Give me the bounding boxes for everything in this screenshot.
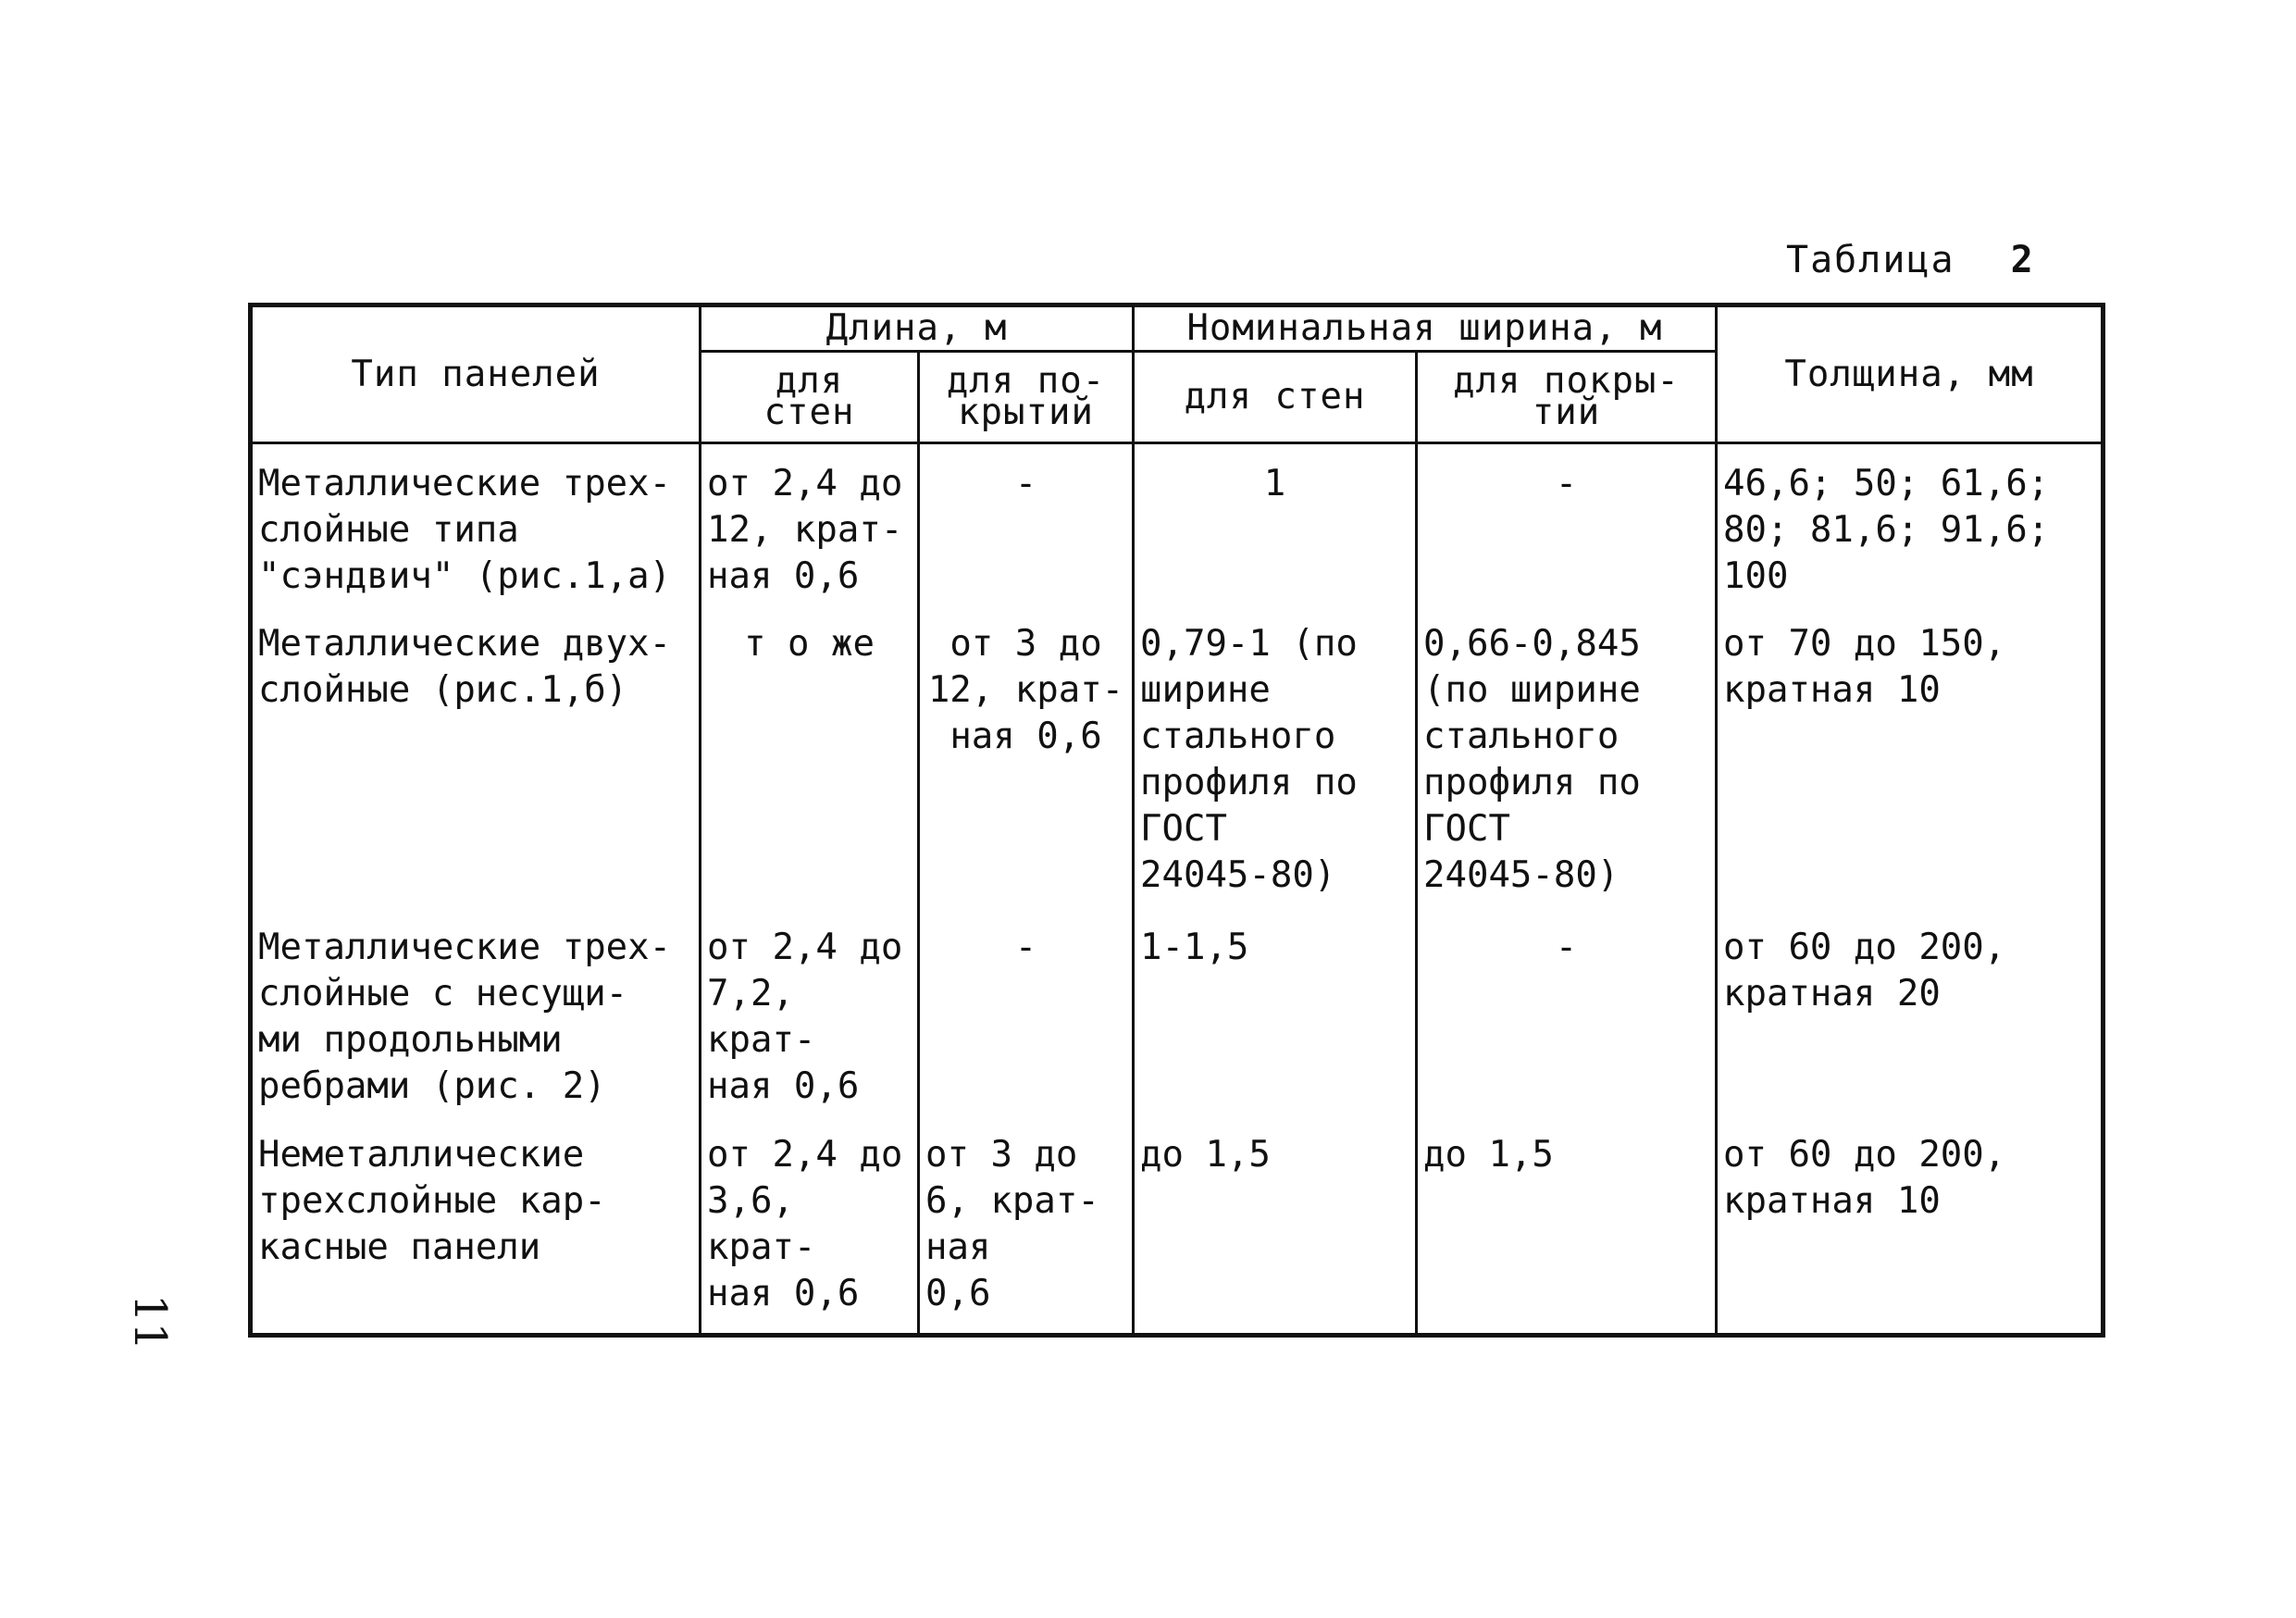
table-row [251,443,2104,605]
table-caption [1786,239,2035,281]
cell-width-roofs: до 1,5 [1417,1115,1717,1335]
cell-width-roofs: - [1417,908,1717,1116]
cell-length-walls: от 2,4 до 12, крат- ная 0,6 [701,443,919,605]
cell-width-walls: 0,79-1 (по ширине стального профиля по ГОСТ 24045-80) [1134,604,1417,908]
cell-length-walls: т о же [701,604,919,908]
header-panel-type: Тип панелей [251,305,701,443]
cell-width-walls: 1 [1134,443,1417,605]
header-length: Длина, м [701,305,1134,352]
cell-width-walls: 1-1,5 [1134,908,1417,1116]
caption-label: Таблица [1786,239,1955,281]
caption-number: 2 [2010,239,2035,281]
header-width-walls: для стен [1134,352,1417,443]
header-length-roofs: для по- крытий [919,352,1134,443]
header-nominal-width: Номинальная ширина, м [1134,305,1717,352]
cell-thickness: от 60 до 200, кратная 20 [1717,908,2104,1116]
cell-thickness: от 60 до 200, кратная 10 [1717,1115,2104,1335]
panel-specification-table [248,303,2105,1338]
table-row [251,908,2104,1116]
page-number: 11 [124,1294,176,1351]
cell-length-walls: от 2,4 до 3,6, крат- ная 0,6 [701,1115,919,1335]
cell-width-roofs: - [1417,443,1717,605]
cell-length-roofs: - [919,443,1134,605]
cell-width-walls: до 1,5 [1134,1115,1417,1335]
cell-panel-type: Металлические трех- слойные с несущи- ми продольными ребрами (рис. 2) [251,908,701,1116]
table-row [251,604,2104,908]
header-thickness: Толщина, мм [1717,305,2104,443]
cell-length-walls: от 2,4 до 7,2, крат- ная 0,6 [701,908,919,1116]
header-width-roofs: для покры- тий [1417,352,1717,443]
cell-length-roofs: - [919,908,1134,1116]
cell-width-roofs: 0,66-0,845 (по ширине стального профиля по ГОСТ 24045-80) [1417,604,1717,908]
cell-thickness: 46,6; 50; 61,6; 80; 81,6; 91,6; 100 [1717,443,2104,605]
cell-panel-type: Металлические двух- слойные (рис.1,б) [251,604,701,908]
cell-panel-type: Металлические трех- слойные типа "сэндвич" (рис.1,а) [251,443,701,605]
table-row [251,1115,2104,1335]
cell-thickness: от 70 до 150, кратная 10 [1717,604,2104,908]
header-length-walls: для стен [701,352,919,443]
cell-panel-type: Неметаллические трехслойные кар- касные панели [251,1115,701,1335]
cell-length-roofs: от 3 до 6, крат- ная 0,6 [919,1115,1134,1335]
cell-length-roofs: от 3 до 12, крат- ная 0,6 [919,604,1134,908]
